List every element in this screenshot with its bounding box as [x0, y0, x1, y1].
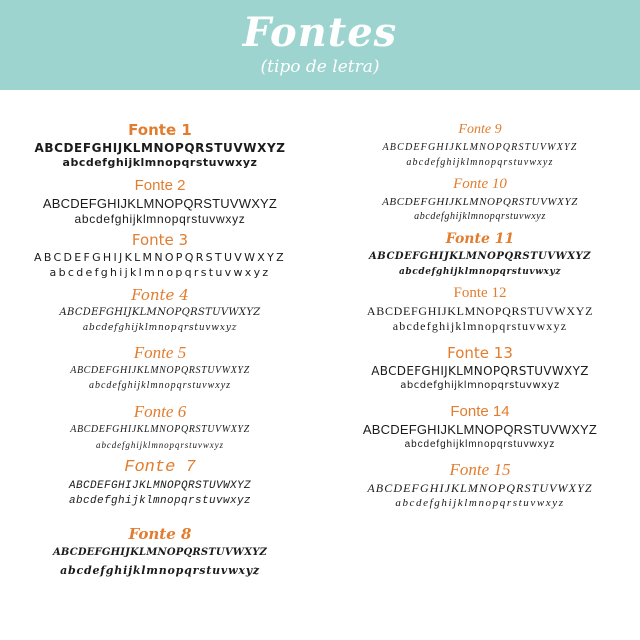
font-sample-4: [0, 285, 320, 335]
font-sample-11: [320, 229, 640, 279]
font-sample-10: [320, 174, 640, 224]
lowercase-alphabet: abcdefghijklmnopqrstuvwxyz: [404, 439, 556, 450]
font-sample-8: [0, 524, 320, 580]
lowercase-alphabet: abcdefghijklmnopqrstuvwxyz: [395, 497, 565, 509]
uppercase-alphabet: ABCDEFGHIJKLMNOPQRSTUVWXYZ: [371, 364, 589, 378]
lowercase-alphabet: abcdefghijklmnopqrstuvwxyz: [49, 266, 271, 279]
lowercase-alphabet: abcdefghijklmnopqrstuvwxyz: [398, 267, 562, 277]
font-sample-13: [320, 343, 640, 393]
font-name: Fonte 8: [128, 525, 192, 543]
font-sample-6: [0, 402, 320, 452]
uppercase-alphabet: ABCDEFGHIJKLMNOPQRSTUVWXYZ: [362, 422, 598, 437]
lowercase-alphabet: abcdefghijklmnopqrstuvwxyz: [88, 380, 232, 391]
font-name: Fonte 15: [449, 460, 511, 479]
font-sample-7: [0, 458, 320, 508]
font-name: Fonte 6: [133, 402, 187, 421]
right-font-column: [320, 0, 640, 640]
font-sample-14: [320, 402, 640, 452]
font-name: Fonte 3: [131, 231, 189, 249]
lowercase-alphabet: abcdefghijklmnopqrstuvwxyz: [96, 440, 224, 450]
lowercase-alphabet: abcdefghijklmnopqrstuvwxyz: [62, 156, 258, 169]
font-name: Fonte 7: [124, 458, 196, 477]
uppercase-alphabet: ABCDEFGHIJKLMNOPQRSTUVWXYZ: [367, 481, 593, 495]
lowercase-alphabet: abcdefghijklmnopqrstuvwxyz: [68, 495, 252, 507]
font-name: Fonte 11: [445, 231, 515, 247]
font-sample-9: [320, 120, 640, 170]
lowercase-alphabet: abcdefghijklmnopqrstuvwxyz: [414, 211, 546, 222]
uppercase-alphabet: ABCDEFGHIJKLMNOPQRSTUVWXYZ: [70, 424, 250, 435]
uppercase-alphabet: ABCDEFGHIJKLMNOPQRSTUVWXYZ: [68, 480, 252, 492]
font-name: Fonte 4: [131, 286, 189, 304]
font-sample-15: [320, 460, 640, 510]
uppercase-alphabet: ABCDEFGHIJKLMNOPQRSTUVWXYZ: [42, 196, 278, 211]
lowercase-alphabet: abcdefghijklmnopqrstuvwxyz: [400, 380, 560, 391]
lowercase-alphabet: abcdefghijklmnopqrstuvwxyz: [392, 319, 568, 333]
font-name: Fonte 5: [133, 343, 187, 362]
font-name: Fonte 12: [453, 285, 507, 301]
font-name: Fonte 13: [447, 344, 513, 362]
font-name: Fonte 14: [450, 403, 510, 420]
uppercase-alphabet: ABCDEFGHIJKLMNOPQRSTUVWXYZ: [366, 304, 594, 318]
uppercase-alphabet: ABCDEFGHIJKLMNOPQRSTUVWXYZ: [382, 196, 578, 208]
uppercase-alphabet: ABCDEFGHIJKLMNOPQRSTUVWXYZ: [382, 142, 578, 153]
font-sample-3: [0, 230, 320, 280]
font-sample-1: [0, 120, 320, 170]
lowercase-alphabet: abcdefghijklmnopqrstuvwxyz: [60, 564, 260, 577]
font-sample-5: [0, 343, 320, 393]
uppercase-alphabet: ABCDEFGHIJKLMNOPQRSTUVWXYZ: [34, 251, 286, 264]
lowercase-alphabet: abcdefghijklmnopqrstuvwxyz: [82, 323, 238, 333]
page-title: Fontes: [242, 9, 398, 56]
font-name: Fonte 9: [458, 122, 502, 137]
lowercase-alphabet: abcdefghijklmnopqrstuvwxyz: [74, 212, 246, 226]
font-name: Fonte 10: [453, 176, 507, 192]
uppercase-alphabet: ABCDEFGHIJKLMNOPQRSTUVWXYZ: [59, 307, 261, 318]
page-subtitle: (tipo de letra): [260, 57, 380, 77]
uppercase-alphabet: ABCDEFGHIJKLMNOPQRSTUVWXYZ: [70, 365, 250, 376]
uppercase-alphabet: ABCDEFGHIJKLMNOPQRSTUVWXYZ: [369, 251, 591, 262]
font-name: Fonte 1: [128, 121, 192, 139]
uppercase-alphabet: ABCDEFGHIJKLMNOPQRSTUVWXYZ: [34, 141, 286, 155]
font-sample-2: [0, 176, 320, 226]
lowercase-alphabet: abcdefghijklmnopqrstuvwxyz: [406, 157, 554, 168]
uppercase-alphabet: ABCDEFGHIJKLMNOPQRSTUVWXYZ: [52, 547, 268, 558]
font-name: Fonte 2: [134, 177, 186, 194]
font-sample-12: [320, 283, 640, 333]
